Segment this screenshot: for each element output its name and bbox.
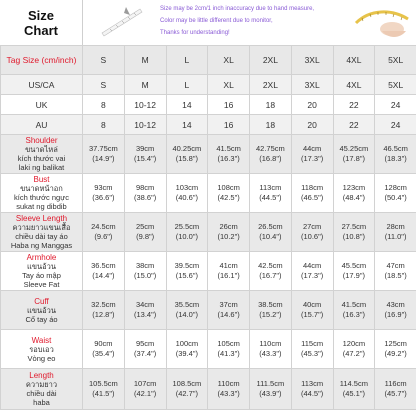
inch-value: (44.5") (259, 193, 282, 202)
measurement-rows (1, 135, 416, 410)
row-label: US/CA (1, 75, 83, 95)
cm-value: 25cm (135, 222, 155, 231)
measurement-name: Waist (31, 335, 52, 345)
cm-value: 100cm (175, 339, 199, 348)
au-row (1, 115, 416, 135)
table-cell: 10-12 (124, 115, 166, 135)
measurement-translation: แขนอ้วน (27, 262, 56, 271)
inch-value: (15.6") (175, 271, 198, 280)
table-cell: 22 (333, 95, 375, 115)
measurement-row (1, 174, 416, 213)
table-cell: 8 (83, 115, 125, 135)
cm-value: 28cm (386, 222, 405, 231)
inch-value: (11.0") (384, 232, 407, 241)
cm-value: 42.5cm (258, 261, 283, 270)
inch-value: (43.3") (217, 389, 240, 398)
cm-value: 116cm (384, 379, 407, 388)
inch-value: (17.3") (300, 154, 324, 163)
table-cell: 10-12 (124, 95, 166, 115)
inch-value: (17.8") (342, 154, 365, 163)
measurement-cell (333, 174, 375, 213)
measurement-translation: ความยาวแขนเสื้อ (12, 223, 71, 232)
measurement-cell (208, 213, 250, 252)
measurement-cell (333, 213, 375, 252)
inch-value: (16.3") (342, 310, 365, 319)
measurement-cell (83, 330, 125, 369)
table-cell: 2XL (250, 75, 292, 95)
table-cell: 14 (166, 115, 208, 135)
cm-value: 105cm (217, 339, 240, 348)
measurement-cell (208, 135, 250, 174)
cm-value: 47cm (386, 261, 405, 270)
inch-value: (16.7") (259, 271, 282, 280)
cm-value: 110cm (217, 379, 240, 388)
cm-value: 103cm (175, 183, 199, 192)
inch-value: (35.4") (92, 349, 115, 358)
measurement-cell (166, 174, 208, 213)
cm-value: 38.5cm (258, 300, 283, 309)
measurement-cell (124, 213, 166, 252)
us-ca-row (1, 75, 416, 95)
cm-value: 35.5cm (174, 300, 200, 309)
measurement-cell (124, 330, 166, 369)
inch-value: (49.2") (384, 349, 407, 358)
measurement-name: Bust (33, 175, 50, 184)
measurement-cell (333, 369, 375, 410)
cm-value: 107cm (133, 379, 157, 388)
row-label: UK (1, 95, 83, 115)
cm-value: 27cm (302, 222, 322, 231)
measurement-cell (208, 291, 250, 330)
table-cell: 14 (166, 95, 208, 115)
measurement-cell (208, 252, 250, 291)
size-header: L (166, 46, 208, 75)
table-cell: 16 (208, 115, 250, 135)
measurement-cell (208, 174, 250, 213)
measurement-cell (124, 252, 166, 291)
cm-value: 120cm (342, 339, 366, 348)
cm-value: 44cm (302, 144, 322, 153)
cm-value: 45.5cm (341, 261, 367, 270)
cm-value: 43cm (386, 300, 405, 309)
measurement-translation: Haba ng Manggas (10, 241, 73, 250)
cm-value: 34cm (135, 300, 155, 309)
measurement-cell (291, 369, 333, 410)
measurement-name: Shoulder (25, 136, 58, 145)
inch-value: (10.4") (259, 232, 282, 241)
cm-value: 41cm (219, 261, 238, 270)
measurement-translation: Tay áo mập (22, 271, 61, 280)
inch-value: (16.8") (259, 154, 282, 163)
measurement-cell (291, 330, 333, 369)
cm-value: 115cm (301, 339, 324, 348)
table-cell: 16 (208, 95, 250, 115)
measurement-cell (124, 174, 166, 213)
table-cell: S (83, 75, 125, 95)
measurement-cell (166, 252, 208, 291)
table-cell: M (124, 75, 166, 95)
measurement-cell (333, 330, 375, 369)
inch-value: (14.0") (175, 310, 198, 319)
measurement-cell (333, 135, 375, 174)
size-header: 3XL (291, 46, 333, 75)
table-cell: 20 (291, 95, 333, 115)
inch-value: (14.4") (92, 271, 115, 280)
table-cell: 24 (375, 115, 416, 135)
cm-value: 27.5cm (341, 222, 367, 231)
inch-value: (12.8") (92, 310, 115, 319)
measurement-row (1, 291, 416, 330)
inch-value: (41.3") (217, 349, 240, 358)
measurement-cell (375, 330, 416, 369)
cm-value: 39.5cm (174, 261, 200, 270)
table-cell: 3XL (291, 75, 333, 95)
size-header: 5XL (375, 46, 416, 75)
measurement-row (1, 135, 416, 174)
table-cell: XL (208, 75, 250, 95)
cm-value: 110cm (259, 339, 282, 348)
inch-value: (16.9") (384, 310, 407, 319)
inch-value: (10.8") (342, 232, 365, 241)
measurement-cell (83, 252, 125, 291)
inch-value: (50.4") (384, 193, 407, 202)
title-line-1: Size (27, 7, 54, 23)
inch-value: (47.2") (342, 349, 365, 358)
measuring-tape-icon (100, 3, 144, 39)
inch-value: (15.7") (300, 310, 324, 319)
measurement-cell (83, 135, 125, 174)
measurement-cell (250, 252, 292, 291)
measurement-label (1, 174, 83, 213)
measurement-cell (250, 330, 292, 369)
uk-row (1, 95, 416, 115)
tag-size-row (1, 46, 416, 75)
cm-value: 42.75cm (255, 144, 285, 153)
hand-measure-icon (352, 5, 412, 41)
measurement-cell (166, 369, 208, 410)
size-header: 2XL (250, 46, 292, 75)
measurement-cell (166, 330, 208, 369)
cm-value: 37cm (219, 300, 238, 309)
inch-value: (16.3") (217, 154, 240, 163)
measurement-name: Cuff (34, 296, 49, 306)
tag-size-label: Tag Size (cm/inch) (1, 46, 83, 75)
measurement-cell (291, 135, 333, 174)
table-cell: 4XL (333, 75, 375, 95)
measurement-translation: kích thước ngực (14, 193, 69, 202)
measurement-label (1, 213, 83, 252)
inch-value: (18.5") (384, 271, 407, 280)
inch-value: (44.5") (300, 389, 324, 398)
cm-value: 38cm (135, 261, 155, 270)
measurement-label (1, 252, 83, 291)
measurement-cell (124, 291, 166, 330)
cm-value: 108.5cm (172, 379, 202, 388)
measurement-translation: chiều dài tay áo (15, 232, 68, 241)
measurement-cell (291, 213, 333, 252)
measurement-translation: haba (33, 398, 50, 407)
inch-value: (15.8") (175, 154, 198, 163)
inch-value: (45.3") (300, 349, 324, 358)
cm-value: 114.5cm (339, 379, 368, 388)
cm-value: 46.5cm (383, 144, 408, 153)
cm-value: 40cm (302, 300, 322, 309)
measurement-cell (124, 135, 166, 174)
cm-value: 90cm (94, 339, 113, 348)
inch-value: (46.5") (300, 193, 324, 202)
measurement-row (1, 213, 416, 252)
measurement-cell (333, 252, 375, 291)
measurement-name: Length (29, 371, 54, 380)
row-label: AU (1, 115, 83, 135)
measurement-label (1, 330, 83, 369)
table-cell: 18 (250, 95, 292, 115)
measurement-cell (250, 135, 292, 174)
chart-title (0, 0, 83, 46)
inch-value: (42.7") (175, 389, 198, 398)
inch-value: (15.4") (133, 154, 157, 163)
cm-value: 26cm (219, 222, 238, 231)
measurement-cell (375, 291, 416, 330)
measurement-label (1, 369, 83, 410)
inch-value: (40.6") (175, 193, 198, 202)
inch-value: (14.6") (217, 310, 240, 319)
table-cell: 5XL (375, 75, 416, 95)
inch-value: (42.1") (133, 389, 157, 398)
cm-value: 123cm (342, 183, 366, 192)
cm-value: 36.5cm (91, 261, 116, 270)
notes (160, 3, 350, 39)
cm-value: 108cm (217, 183, 240, 192)
measurement-translation: Sleeve Fat (23, 280, 60, 289)
inch-value: (38.6") (133, 193, 157, 202)
cm-value: 111.5cm (256, 379, 285, 388)
measurement-cell (83, 213, 125, 252)
table-cell: L (166, 75, 208, 95)
inch-value: (39.4") (175, 349, 198, 358)
measurement-cell (250, 213, 292, 252)
inch-value: (10.2") (217, 232, 240, 241)
measurement-row (1, 252, 416, 291)
inch-value: (43.3") (259, 349, 282, 358)
title-line-2: Chart (24, 22, 58, 38)
measurement-translation: laki ng balikat (18, 163, 65, 172)
inch-value: (9.6") (94, 232, 113, 241)
cm-value: 41.5cm (216, 144, 241, 153)
cm-value: 95cm (135, 339, 155, 348)
measurement-row (1, 330, 416, 369)
size-header: S (83, 46, 125, 75)
measurement-translation: ความยาว (25, 380, 58, 389)
table-cell: 20 (291, 115, 333, 135)
table-cell: 22 (333, 115, 375, 135)
measurement-cell (166, 135, 208, 174)
inch-value: (41.5") (92, 389, 115, 398)
note-line: Thanks for understanding! (160, 30, 230, 36)
cm-value: 128cm (384, 183, 407, 192)
measurement-cell (291, 291, 333, 330)
measurement-cell (208, 330, 250, 369)
measurement-cell (83, 291, 125, 330)
cm-value: 32.5cm (91, 300, 116, 309)
measurement-translation: ขนาดไหล่ (25, 145, 58, 154)
measurement-label (1, 135, 83, 174)
inch-value: (45.1") (342, 389, 365, 398)
inch-value: (36.6") (92, 193, 115, 202)
cm-value: 125cm (384, 339, 407, 348)
inch-value: (10.0") (175, 232, 198, 241)
table-cell: 8 (83, 95, 125, 115)
cm-value: 113cm (301, 379, 324, 388)
measurement-translation: ขนาดหน้าอก (20, 184, 63, 193)
measurement-cell (375, 252, 416, 291)
note-line: Size may be 2cm/1 inch inaccuracy due to hand measure, (160, 6, 315, 12)
cm-value: 44cm (302, 261, 322, 270)
inch-value: (14.9") (92, 154, 115, 163)
cm-value: 93cm (94, 183, 113, 192)
size-table (0, 45, 416, 410)
inch-value: (15.0") (133, 271, 157, 280)
measurement-translation: Vòng eo (27, 353, 56, 363)
measurement-cell (250, 291, 292, 330)
inch-value: (42.5") (217, 193, 240, 202)
measurement-cell (333, 291, 375, 330)
cm-value: 39cm (135, 144, 155, 153)
measurement-cell (250, 369, 292, 410)
measurement-cell (291, 252, 333, 291)
cm-value: 118cm (301, 183, 324, 192)
measurement-cell (166, 291, 208, 330)
measurement-translation: Cổ tay áo (25, 314, 58, 324)
cm-value: 105.5cm (88, 379, 118, 388)
measurement-translation: แขนอ้วน (27, 305, 56, 315)
cm-value: 25.5cm (174, 222, 200, 231)
table-cell: 24 (375, 95, 416, 115)
measurement-cell (375, 135, 416, 174)
inch-value: (48.4") (342, 193, 365, 202)
measurement-cell (166, 213, 208, 252)
measurement-cell (124, 369, 166, 410)
inch-value: (16.1") (217, 271, 240, 280)
measurement-translation: kích thước vai (17, 154, 66, 163)
measurement-translation: sukat ng dibdib (16, 202, 67, 211)
measurement-translation: รอบเอว (29, 344, 54, 354)
inch-value: (45.7") (384, 389, 407, 398)
cm-value: 26.5cm (258, 222, 283, 231)
measurement-cell (83, 174, 125, 213)
cm-value: 98cm (135, 183, 155, 192)
inch-value: (15.2") (259, 310, 282, 319)
cm-value: 41.5cm (341, 300, 367, 309)
measurement-cell (291, 174, 333, 213)
cm-value: 40.25cm (172, 144, 202, 153)
table-cell: 18 (250, 115, 292, 135)
measurement-name: Armhole (26, 253, 57, 262)
size-header: XL (208, 46, 250, 75)
measurement-cell (83, 369, 125, 410)
cm-value: 24.5cm (91, 222, 116, 231)
note-line: Color may be little different due to monitor, (160, 18, 273, 24)
measurement-cell (375, 174, 416, 213)
measurement-cell (375, 369, 416, 410)
measurement-row (1, 369, 416, 410)
inch-value: (13.4") (133, 310, 157, 319)
measurement-cell (208, 369, 250, 410)
measurement-name: Sleeve Length (15, 214, 68, 223)
inch-value: (10.6") (300, 232, 324, 241)
measurement-translation: chiều dài (26, 389, 57, 398)
measurement-cell (375, 213, 416, 252)
measurement-label (1, 291, 83, 330)
header (0, 0, 416, 45)
inch-value: (9.8") (136, 232, 155, 241)
cm-value: 37.75cm (88, 144, 118, 153)
measurement-cell (250, 174, 292, 213)
cm-value: 113cm (259, 183, 282, 192)
inch-value: (17.9") (342, 271, 365, 280)
inch-value: (37.4") (133, 349, 157, 358)
size-header: M (124, 46, 166, 75)
inch-value: (18.3") (384, 154, 407, 163)
inch-value: (17.3") (300, 271, 324, 280)
cm-value: 45.25cm (339, 144, 369, 153)
size-header: 4XL (333, 46, 375, 75)
inch-value: (43.9") (259, 389, 282, 398)
